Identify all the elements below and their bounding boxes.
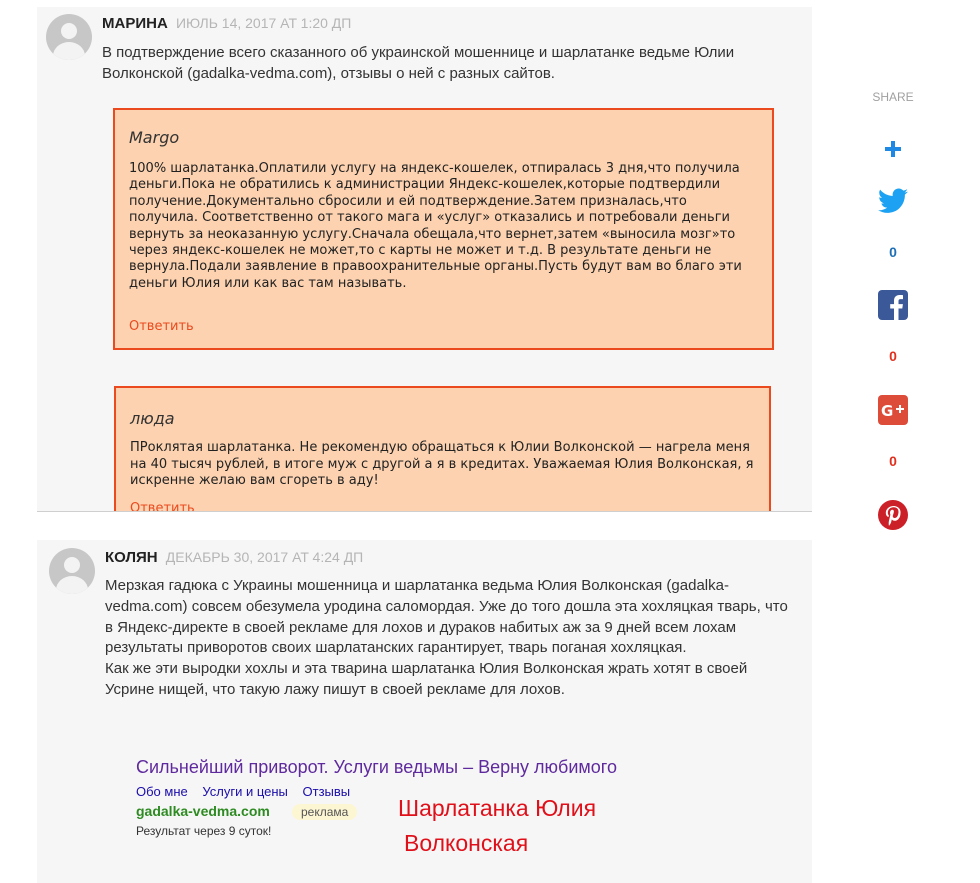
ad-description: Результат через 9 суток! — [136, 824, 272, 838]
ad-url: gadalka-vedma.com — [136, 803, 270, 819]
ad-link-reviews: Отзывы — [302, 784, 351, 799]
red-caption: Волконская — [404, 830, 529, 856]
ad-sitelinks — [136, 784, 361, 799]
pinterest-icon[interactable] — [878, 500, 908, 530]
comment-text — [105, 576, 795, 701]
twitter-icon[interactable] — [878, 186, 908, 216]
avatar-body — [56, 576, 88, 594]
reply-link[interactable]: Ответить — [129, 319, 194, 334]
comment-meta — [105, 549, 363, 566]
avatar-head — [61, 23, 77, 39]
comment-author[interactable]: МАРИНА — [102, 15, 168, 32]
review-text: 100% шарлатанка.Оплатили услугу на яндекс-кошелек, отпиралась 3 дня,что получила деньги.Пока не обратились к администрации Яндекс-кошелек,которые подтвердили получение.Документально сбросили и ей подтверждение.Затем призналась,что получила. Соответственно от такого мага и «услуг» отказались и потребовали деньги вернуть за неоказанную услугу.Сначала обещала,что вернет,затем «выносила мозг»то через яндекс-кошелек не может,то с карты не может и т.д. В результате деньги не вернула.Подали заявление в правоохранительные органы.Пусть будут вам во благо эти деньги Юлия или как вас там называть. — [129, 161, 742, 291]
facebook-icon[interactable] — [878, 290, 908, 320]
comment-author[interactable]: КОЛЯН — [105, 549, 158, 566]
facebook-count: 0 — [889, 348, 897, 364]
google-plus-count: 0 — [889, 453, 897, 469]
avatar — [46, 14, 92, 60]
twitter-count: 0 — [889, 244, 897, 260]
plus-icon[interactable] — [878, 134, 908, 164]
comment-kolyan — [37, 540, 812, 883]
comment-text: В подтверждение всего сказанного об украинской мошеннице и шарлатанке ведьме Юлии Волконской (gadalka-vedma.com), отзывы о ней с разных сайтов. — [102, 44, 735, 82]
comment-marina — [37, 7, 812, 512]
reply-link[interactable]: Ответить — [130, 501, 195, 512]
ad-link-services: Услуги и цены — [202, 784, 288, 799]
ad-title: Сильнейший приворот. Услуги ведьмы – Верну любимого — [136, 757, 617, 777]
review-text: ПРоклятая шарлатанка. Не рекомендую обращаться к Юлии Волконской — нагрела меня на 40 тысяч рублей, в итоге муж с другой а я в кредитах. Уважаемая Юлия Волконская, я искренне желаю вам сгореть в аду! — [130, 440, 754, 489]
red-caption: Шарлатанка Юлия — [398, 795, 597, 821]
svg-text:G: G — [881, 402, 894, 420]
ad-badge: реклама — [292, 804, 357, 820]
quoted-review — [113, 108, 774, 350]
comment-meta — [102, 15, 351, 32]
ad-link-about: Обо мне — [136, 784, 188, 799]
avatar-body — [53, 42, 85, 60]
comment-paragraph: Мерзкая гадюка с Украины мошенница и шарлатанка ведьма Юлия Волконская (gadalka-vedma.com) совсем обезумела уродина саломордая. Уже до того дошла эта хохляцкая тварь, что в Яндекс-директе в своей рекламе для лохов и дураков набитых аж за 9 дней всем лохам результаты приворотов своих шарлатанских гарантирует, тварь поганая хохляцкая. — [105, 577, 788, 657]
review-author: люда — [130, 409, 175, 428]
avatar — [49, 548, 95, 594]
share-label: SHARE — [872, 90, 914, 104]
quoted-review — [114, 386, 771, 512]
comment-paragraph: Как же эти выродки хохлы и эта тварина шарлатанка Юлия Волконская жрать хотят в своей Усрине нищей, что такую лажу пишут в своей рекламе для лохов. — [105, 660, 748, 698]
google-plus-icon[interactable] — [878, 395, 908, 425]
avatar-head — [64, 557, 80, 573]
review-author: Margo — [129, 128, 180, 147]
comment-date[interactable]: ИЮЛЬ 14, 2017 AT 1:20 ДП — [175, 15, 352, 31]
comment-date[interactable]: ДЕКАБРЬ 30, 2017 AT 4:24 ДП — [165, 549, 364, 565]
